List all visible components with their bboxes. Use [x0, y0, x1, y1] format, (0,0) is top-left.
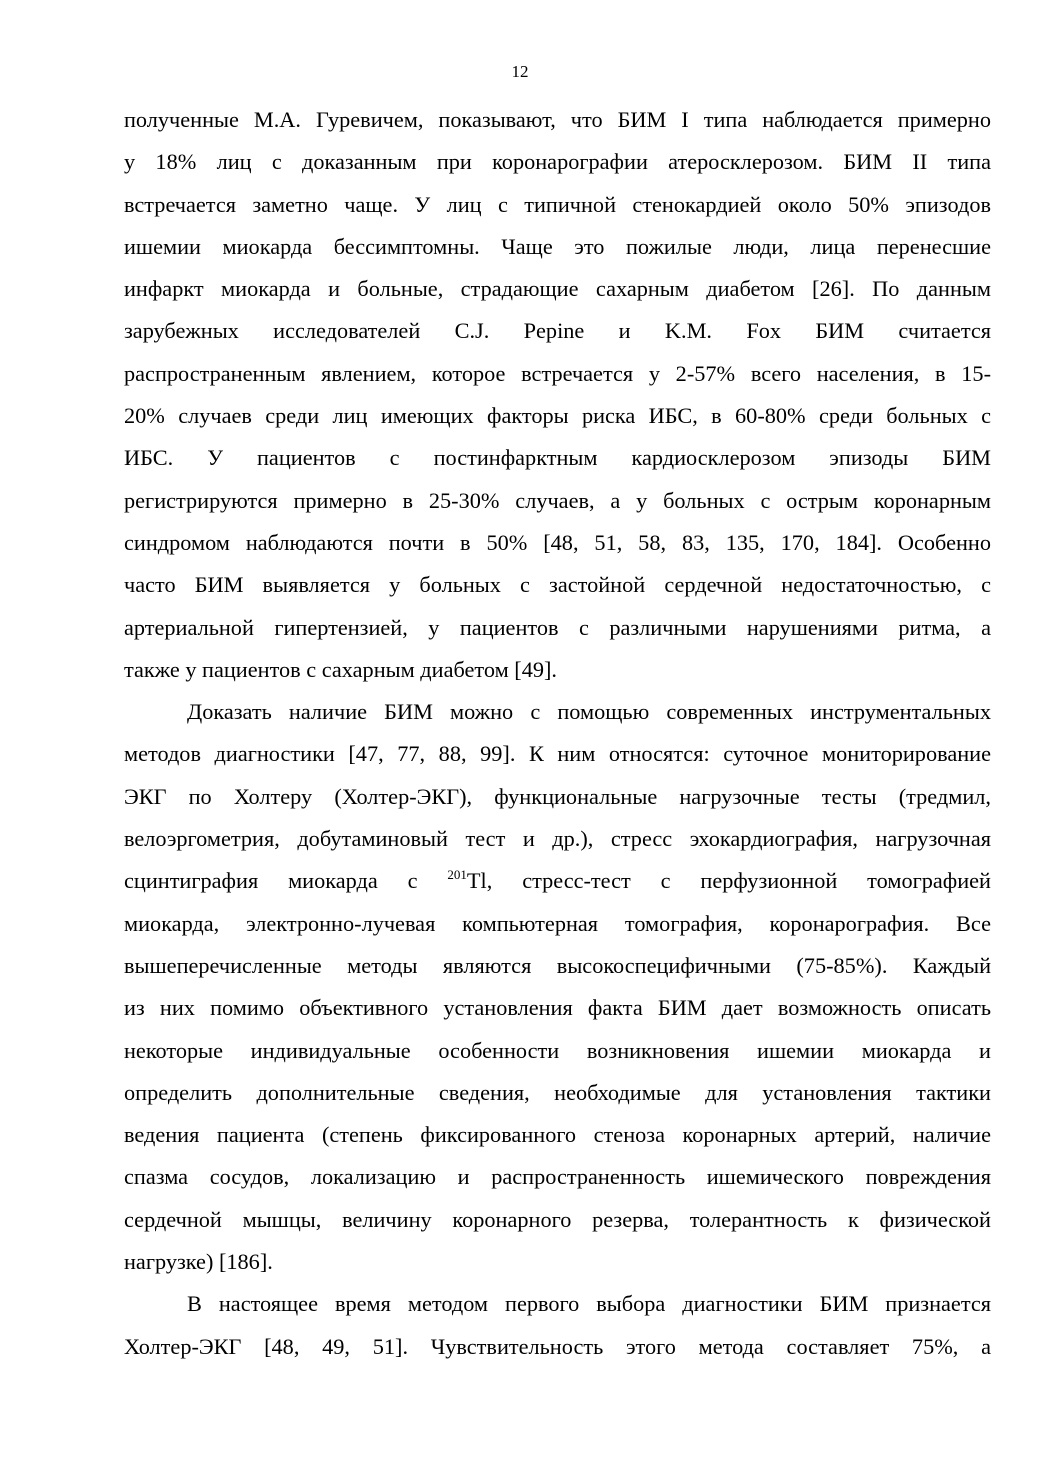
text-line: ишемии миокарда бессимптомны. Чаще это пожилые люди, лица перенесшие — [124, 233, 991, 259]
paragraph-3 — [124, 1283, 991, 1368]
text-line: у 18% лиц с доказанным при коронарографии атеросклерозом. БИМ II типа — [124, 149, 991, 175]
text-line: Доказать наличие БИМ можно с помощью современных инструментальных — [187, 699, 991, 725]
paragraph-1 — [124, 99, 991, 691]
text-line: регистрируются примерно в 25-30% случаев, а у больных с острым коронарным — [124, 487, 991, 513]
text-line: полученные М.А. Гуревичем, показывают, что БИМ I типа наблюдается примерно — [124, 107, 991, 132]
text-line: велоэргометрия, добутаминовый тест и др.), стресс эхокардиография, нагрузочная — [124, 826, 991, 852]
paragraph-2 — [124, 691, 991, 1283]
text-line: сердечной мышцы, величину коронарного резерва, толерантность к физической — [124, 1206, 991, 1232]
text-fragment: сцинтиграфия миокарда с — [124, 868, 448, 894]
text-line: 20% случаев среди лиц имеющих факторы риска ИБС, в 60-80% среди больных с — [124, 403, 991, 429]
text-line: также у пациентов с сахарным диабетом [49]. — [124, 656, 558, 682]
text-line: Холтер-ЭКГ [48, 49, 51]. Чувствительность этого метода составляет 75%, а — [124, 1333, 991, 1359]
text-line: ЭКГ по Холтеру (Холтер-ЭКГ), функциональные нагрузочные тесты (тредмил, — [124, 783, 991, 809]
text-line: В настоящее время методом первого выбора диагностики БИМ признается — [187, 1291, 991, 1317]
text-line: миокарда, электронно-лучевая компьютерная томография, коронарография. Все — [124, 910, 991, 936]
text-line-with-superscript — [124, 860, 991, 902]
text-line: методов диагностики [47, 77, 88, 99]. К ним относятся: суточное мониторирование — [124, 741, 991, 767]
text-fragment: Tl, стресс-тест с перфузионной томографией — [466, 868, 991, 894]
text-line: часто БИМ выявляется у больных с застойной сердечной недостаточностью, с — [124, 572, 991, 598]
text-line: инфаркт миокарда и больные, страдающие сахарным диабетом [26]. По данным — [124, 276, 991, 302]
text-line: ведения пациента (степень фиксированного стеноза коронарных артерий, наличие — [124, 1122, 991, 1148]
text-line: нагрузке) [186]. — [124, 1249, 273, 1275]
isotope-superscript: 201 — [447, 867, 467, 883]
text-line: из них помимо объективного установления факта БИМ дает возможность описать — [124, 995, 991, 1021]
text-line: встречается заметно чаще. У лиц с типичной стенокардией около 50% эпизодов — [124, 191, 991, 217]
text-line: определить дополнительные сведения, необходимые для установления тактики — [124, 1079, 991, 1105]
text-line: распространенным явлением, которое встречается у 2-57% всего населения, в 15- — [124, 360, 991, 386]
text-line: зарубежных исследователей C.J. Pepine и K.M. Fox БИМ считается — [124, 318, 991, 344]
document-body — [124, 99, 991, 1368]
text-line: артериальной гипертензией, у пациентов с различными нарушениями ритма, а — [124, 614, 991, 640]
text-line: вышеперечисленные методы являются высокоспецифичными (75-85%). Каждый — [124, 952, 991, 978]
text-line: ИБС. У пациентов с постинфарктным кардиосклерозом эпизоды БИМ — [124, 445, 991, 471]
text-line: некоторые индивидуальные особенности возникновения ишемии миокарда и — [124, 1037, 991, 1063]
text-line: синдромом наблюдаются почти в 50% [48, 51, 58, 83, 135, 170, 184]. Особенно — [124, 529, 991, 555]
text-line: спазма сосудов, локализацию и распространенность ишемического повреждения — [124, 1164, 991, 1190]
page-number: 12 — [511, 62, 529, 81]
